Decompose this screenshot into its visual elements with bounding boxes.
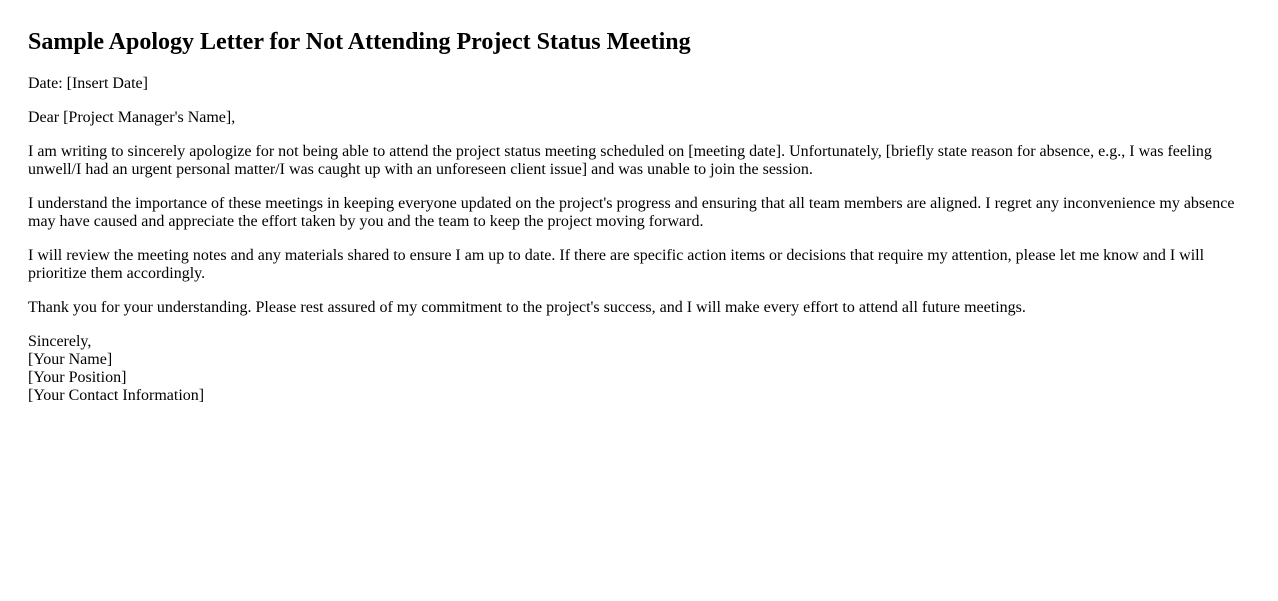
closing: Sincerely,	[28, 333, 92, 350]
body-paragraph-follow-up: I will review the meeting notes and any materials shared to ensure I am up to date. If there are specific action items or decisions that require my attention, please let me know and I will prioritize them accordingly.	[28, 247, 1205, 282]
salutation: Dear [Project Manager's Name],	[28, 109, 236, 126]
signature-block	[28, 333, 1250, 405]
body-paragraph-apology: I am writing to sincerely apologize for not being able to attend the project status meeting scheduled on [meeting date]. Unfortunately, [briefly state reason for absence, e.g., I was feeling unwell/I had an urgent personal matter/I was caught up with an unforeseen client issue] and was unable to join the session.	[28, 143, 1212, 178]
signature-contact: [Your Contact Information]	[28, 387, 205, 404]
signature-name: [Your Name]	[28, 351, 113, 368]
body-paragraph-thanks: Thank you for your understanding. Please rest assured of my commitment to the project's success, and I will make every effort to attend all future meetings.	[28, 299, 1026, 316]
body-paragraph-importance: I understand the importance of these meetings in keeping everyone updated on the project's progress and ensuring that all team members are aligned. I regret any inconvenience my absence may have caused and appreciate the effort taken by you and the team to keep the project moving forward.	[28, 195, 1235, 230]
signature-position: [Your Position]	[28, 369, 127, 386]
date-line: Date: [Insert Date]	[28, 75, 148, 92]
letter-title: Sample Apology Letter for Not Attending Project Status Meeting	[28, 29, 691, 55]
